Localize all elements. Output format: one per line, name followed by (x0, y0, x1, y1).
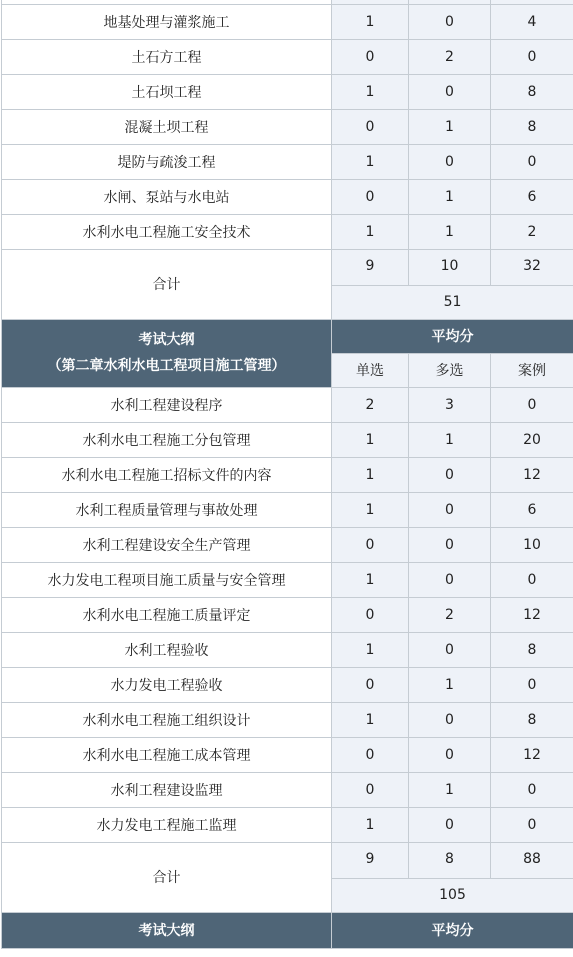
multi-choice-cell: 1 (409, 109, 491, 144)
single-choice-cell: 0 (332, 772, 409, 807)
multi-choice-cell: 0 (409, 562, 491, 597)
single-choice-cell: 0 (332, 597, 409, 632)
multi-choice-cell: 0 (409, 807, 491, 842)
table-row (2, 492, 573, 527)
topic-cell: 水利水电工程施工组织设计 (2, 702, 332, 737)
topic-cell: 水利水电工程施工成本管理 (2, 737, 332, 772)
case-cell: 0 (491, 144, 573, 179)
topic-cell: 水力发电工程验收 (2, 667, 332, 702)
topic-cell: 水利水电工程施工安全技术 (2, 214, 332, 249)
case-cell: 0 (491, 39, 573, 74)
total-label: 合计 (2, 842, 332, 912)
table-row (2, 597, 573, 632)
total-sum: 105 (332, 878, 573, 912)
single-choice-cell: 1 (332, 492, 409, 527)
table-row (2, 387, 573, 422)
single-choice-cell: 0 (332, 39, 409, 74)
single-choice-cell: 0 (332, 109, 409, 144)
multi-choice-cell: 0 (409, 457, 491, 492)
case-cell: 0 (491, 562, 573, 597)
table-row (2, 457, 573, 492)
outline-header (2, 319, 332, 387)
case-cell: 12 (491, 737, 573, 772)
single-choice-cell: 1 (332, 702, 409, 737)
table-row (2, 737, 573, 772)
topic-cell: 水利工程建设安全生产管理 (2, 527, 332, 562)
topic-cell: 土石坝工程 (2, 74, 332, 109)
single-choice-cell: 0 (332, 179, 409, 214)
single-choice-cell: 1 (332, 807, 409, 842)
topic-cell: 混凝土坝工程 (2, 109, 332, 144)
topic-cell: 水利水电工程施工招标文件的内容 (2, 457, 332, 492)
total-label: 合计 (2, 249, 332, 319)
table-row (2, 179, 573, 214)
multi-choice-cell: 0 (409, 527, 491, 562)
single-choice-cell: 0 (332, 667, 409, 702)
single-choice-cell: 0 (332, 737, 409, 772)
single-choice-cell: 1 (332, 144, 409, 179)
case-cell: 0 (491, 387, 573, 422)
case-cell: 0 (491, 807, 573, 842)
multi-choice-cell: 0 (409, 632, 491, 667)
outline-header: 考试大纲 (2, 912, 332, 948)
outline-subtitle: （第二章水利水电工程项目施工管理） (47, 358, 286, 374)
multi-choice-cell: 0 (409, 144, 491, 179)
topic-cell: 水利工程建设监理 (2, 772, 332, 807)
multi-choice-cell: 0 (409, 702, 491, 737)
table-row (2, 144, 573, 179)
col-case-header: 案例 (491, 353, 573, 387)
single-choice-cell: 1 (332, 632, 409, 667)
case-cell: 8 (491, 632, 573, 667)
multi-choice-cell: 0 (409, 74, 491, 109)
table-row (2, 562, 573, 597)
score-table (1, 0, 573, 949)
average-score-header: 平均分 (332, 319, 573, 353)
table-row (2, 74, 573, 109)
table-row (2, 4, 573, 39)
single-choice-cell: 1 (332, 74, 409, 109)
total-case: 32 (491, 249, 573, 285)
multi-choice-cell: 0 (409, 737, 491, 772)
single-choice-cell: 1 (332, 457, 409, 492)
single-choice-cell: 0 (332, 527, 409, 562)
multi-choice-cell: 0 (409, 492, 491, 527)
table-row (2, 702, 573, 737)
multi-choice-cell: 1 (409, 667, 491, 702)
topic-cell: 地基处理与灌浆施工 (2, 4, 332, 39)
total-single: 9 (332, 842, 409, 878)
single-choice-cell: 1 (332, 422, 409, 457)
multi-choice-cell: 2 (409, 39, 491, 74)
topic-cell: 水闸、泵站与水电站 (2, 179, 332, 214)
case-cell: 0 (491, 772, 573, 807)
case-cell: 0 (491, 667, 573, 702)
case-cell: 8 (491, 74, 573, 109)
table-row (2, 527, 573, 562)
table-row (2, 772, 573, 807)
col-single-header: 单选 (332, 353, 409, 387)
topic-cell: 水利工程质量管理与事故处理 (2, 492, 332, 527)
total-multi: 10 (409, 249, 491, 285)
table-row (2, 667, 573, 702)
single-choice-cell: 1 (332, 214, 409, 249)
total-case: 88 (491, 842, 573, 878)
topic-cell: 水力发电工程施工监理 (2, 807, 332, 842)
total-single: 9 (332, 249, 409, 285)
total-sum: 51 (332, 285, 573, 319)
section-header-row (2, 912, 573, 948)
table-row (2, 632, 573, 667)
col-multi-header: 多选 (409, 353, 491, 387)
multi-choice-cell: 1 (409, 179, 491, 214)
single-choice-cell: 1 (332, 562, 409, 597)
table-row (2, 422, 573, 457)
multi-choice-cell: 2 (409, 597, 491, 632)
case-cell: 6 (491, 179, 573, 214)
topic-cell: 水利工程验收 (2, 632, 332, 667)
multi-choice-cell: 3 (409, 387, 491, 422)
table-row (2, 109, 573, 144)
table-row (2, 214, 573, 249)
case-cell: 12 (491, 597, 573, 632)
case-cell: 10 (491, 527, 573, 562)
multi-choice-cell: 0 (409, 4, 491, 39)
section-header-row (2, 319, 573, 353)
single-choice-cell: 1 (332, 4, 409, 39)
case-cell: 8 (491, 109, 573, 144)
topic-cell: 水力发电工程项目施工质量与安全管理 (2, 562, 332, 597)
topic-cell: 土石方工程 (2, 39, 332, 74)
topic-cell: 水利工程建设程序 (2, 387, 332, 422)
topic-cell: 水利水电工程施工分包管理 (2, 422, 332, 457)
topic-cell: 堤防与疏浚工程 (2, 144, 332, 179)
case-cell: 2 (491, 214, 573, 249)
total-row (2, 249, 573, 285)
case-cell: 12 (491, 457, 573, 492)
topic-cell: 水利水电工程施工质量评定 (2, 597, 332, 632)
total-multi: 8 (409, 842, 491, 878)
average-score-header: 平均分 (332, 912, 573, 948)
single-choice-cell: 2 (332, 387, 409, 422)
case-cell: 4 (491, 4, 573, 39)
total-row (2, 842, 573, 878)
multi-choice-cell: 1 (409, 214, 491, 249)
table-row (2, 39, 573, 74)
case-cell: 6 (491, 492, 573, 527)
multi-choice-cell: 1 (409, 772, 491, 807)
case-cell: 20 (491, 422, 573, 457)
outline-title: 考试大纲 (138, 332, 195, 348)
case-cell: 8 (491, 702, 573, 737)
multi-choice-cell: 1 (409, 422, 491, 457)
table-row (2, 807, 573, 842)
